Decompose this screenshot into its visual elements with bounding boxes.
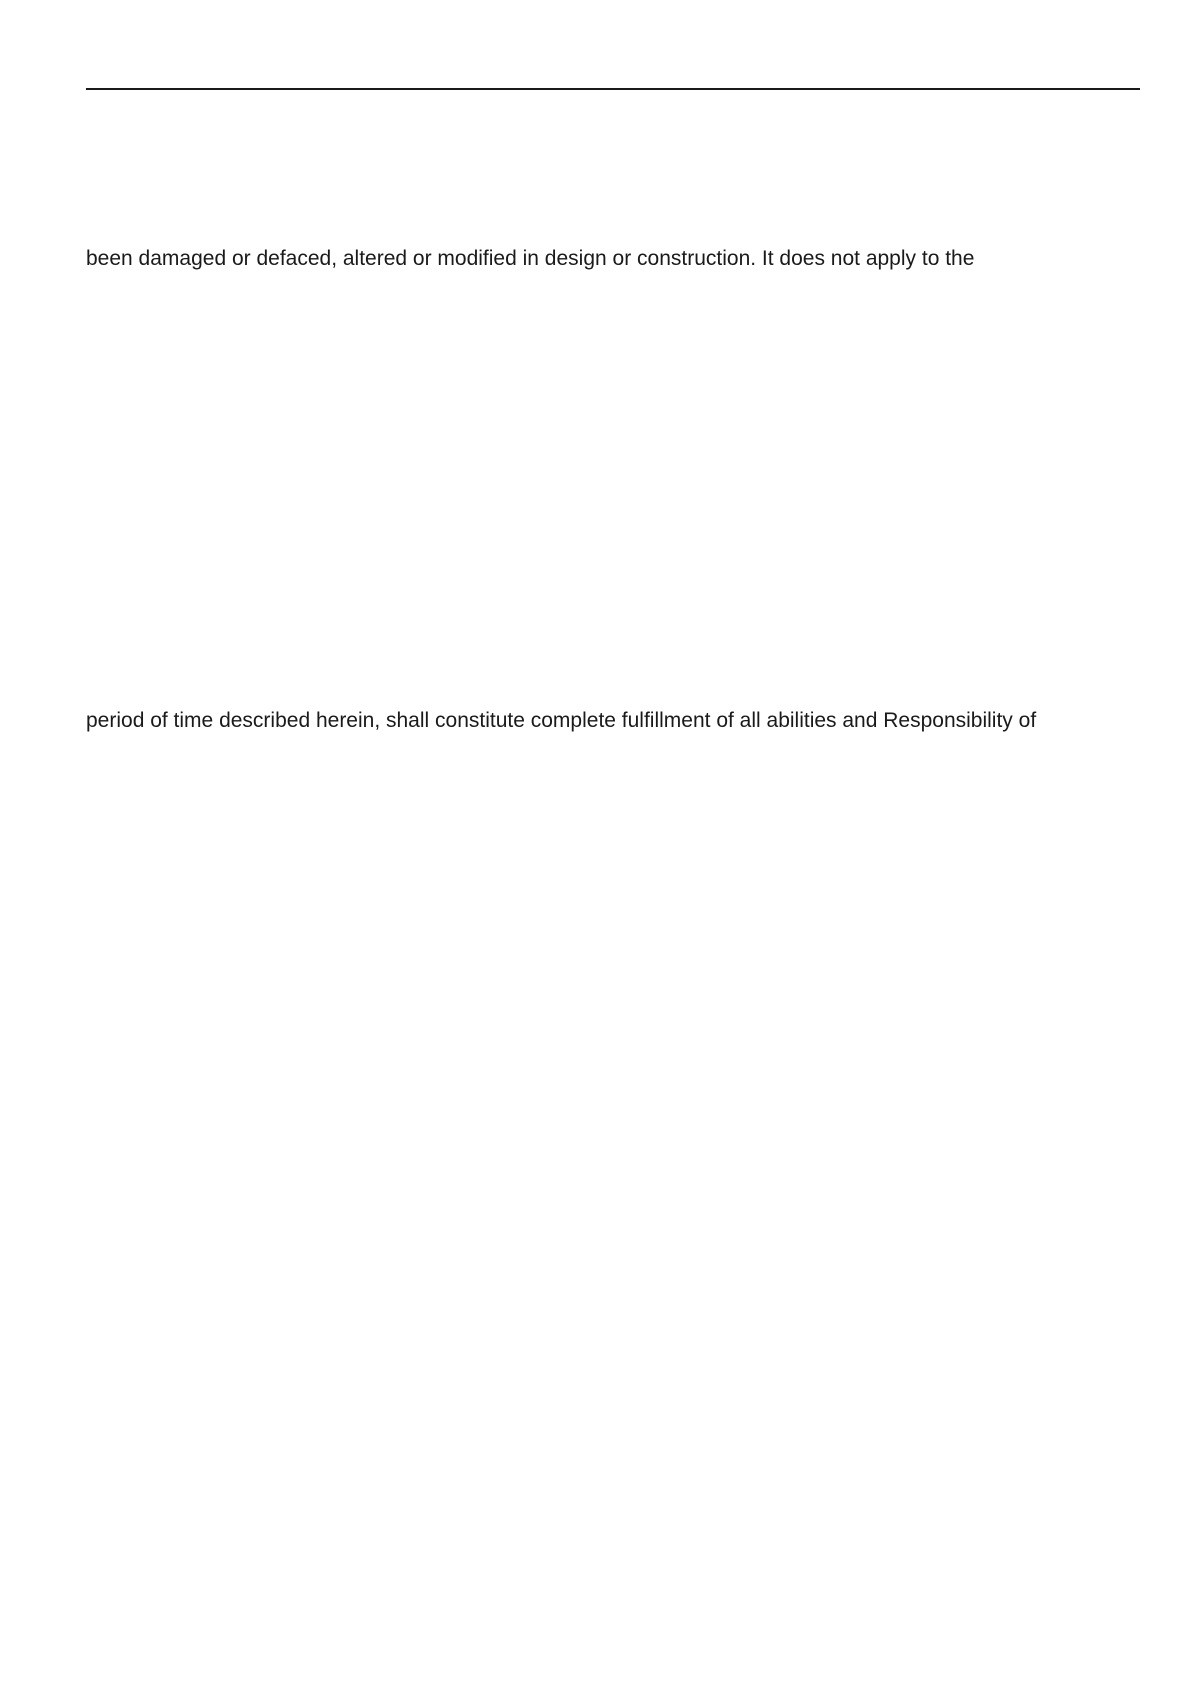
body-text-line-2: period of time described herein, shall constitute complete fulfillment of all abilities and Responsibility of — [86, 709, 1037, 732]
header-divider — [86, 88, 1140, 90]
body-text-line-1: been damaged or defaced, altered or modified in design or construction. It does not apply to the — [86, 247, 975, 270]
